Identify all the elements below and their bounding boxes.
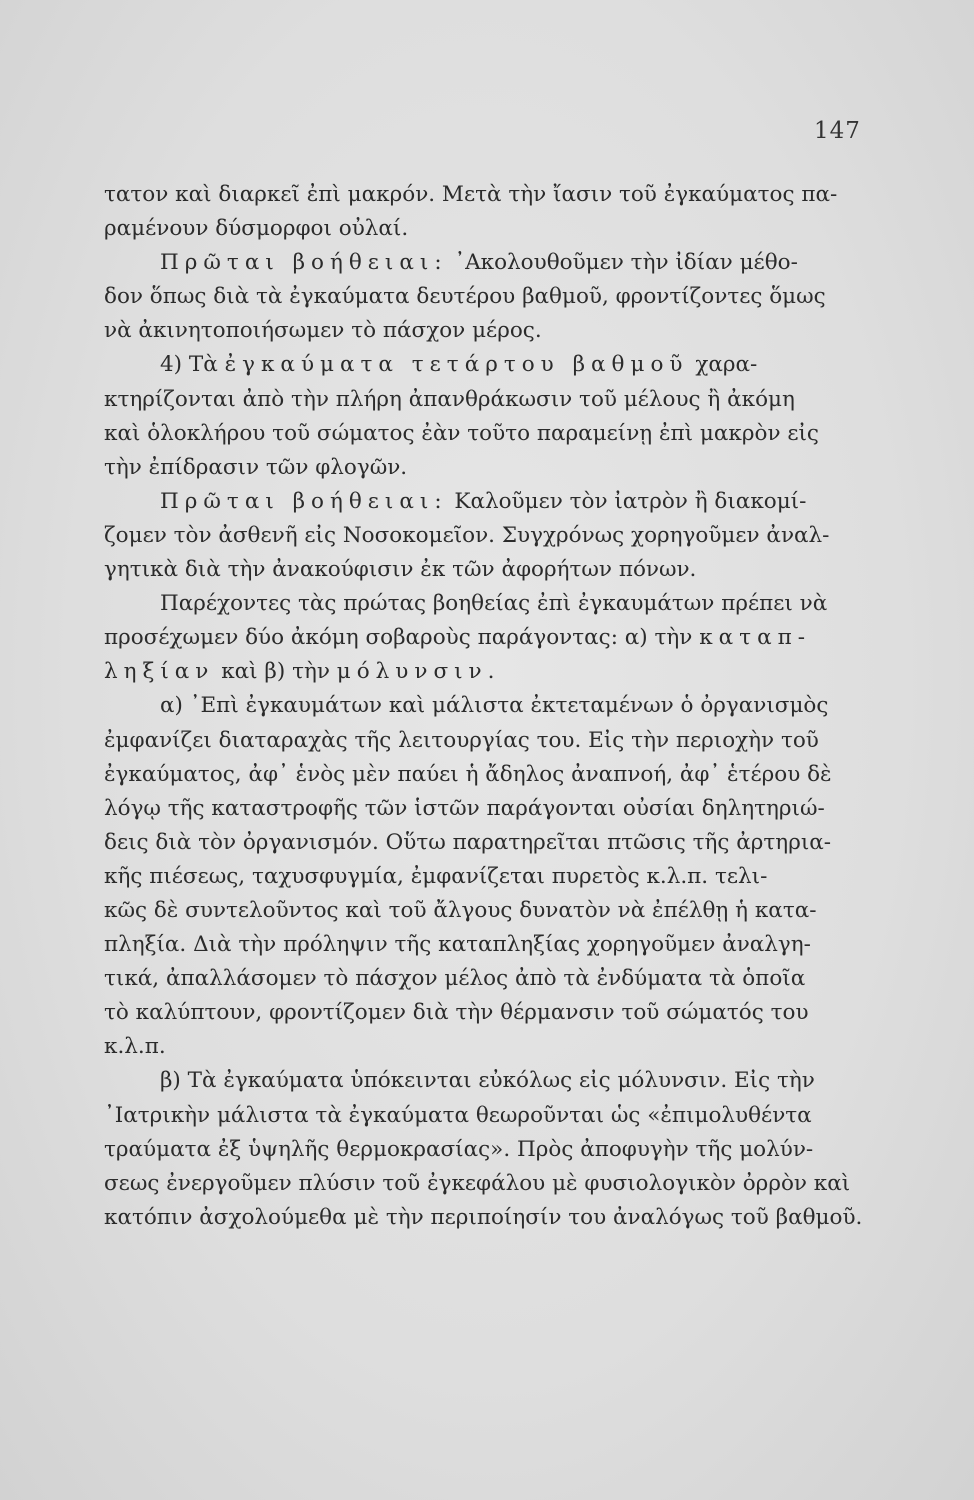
line-text: ᾿Ιατρικὴν μάλιστα τὰ ἐγκαύματα θεωροῦνται ὡς «ἐπιμολυθέντα	[104, 1102, 812, 1128]
spaced-term: καταπ-	[699, 625, 811, 651]
text-line	[104, 1201, 862, 1235]
line-text: κτηρίζονται ἀπὸ τὴν πλήρη ἀπανθράκωσιν τοῦ μέλους ἢ ἀκόμη	[104, 386, 795, 412]
text-line	[104, 996, 862, 1030]
spaced-term: μόλυνσιν.	[336, 659, 501, 685]
line-text: Παρέχοντες τὰς πρώτας βοηθείας ἐπὶ ἐγκαυμάτων πρέπει νὰ	[160, 591, 828, 617]
line-text: γητικὰ διὰ τὴν ἀνακούφισιν ἐκ τῶν ἀφορήτων πόνων.	[104, 557, 697, 583]
text-line	[104, 894, 862, 928]
text-line	[104, 519, 862, 553]
line-text: κατόπιν ἀσχολούμεθα μὲ τὴν περιποίησίν του ἀναλόγως τοῦ βαθμοῦ.	[104, 1204, 863, 1230]
line-text: ἐγκαύματος, ἀφ᾿ ἑνὸς μὲν παύει ἡ ἄδηλος ἀναπνοή, ἀφ᾿ ἑτέρου δὲ	[104, 761, 832, 787]
text-line	[104, 383, 862, 417]
text-line	[104, 348, 862, 382]
line-text: πληξία. Διὰ τὴν πρόληψιν τῆς καταπληξίας χορηγοῦμεν ἀναλγη-	[104, 932, 811, 958]
text-line	[104, 689, 862, 723]
line-text: χαρα-	[688, 352, 758, 378]
text-line	[104, 1030, 862, 1064]
text-line	[104, 212, 862, 246]
text-line	[104, 280, 862, 314]
text-line	[104, 246, 862, 280]
text-line	[104, 826, 862, 860]
line-text: καὶ ὁλοκλήρου τοῦ σώματος ἐὰν τοῦτο παραμείνῃ ἐπὶ μακρὸν εἰς	[104, 420, 819, 446]
line-text: β) Τὰ ἐγκαύματα ὑπόκεινται εὐκόλως εἰς μόλυνσιν. Εἰς τὴν	[160, 1068, 815, 1094]
line-text: ραμένουν δύσμορφοι οὐλαί.	[104, 216, 409, 242]
line-text: σεως ἐνεργοῦμεν πλύσιν τοῦ ἐγκεφάλου μὲ φυσιολογικὸν ὀρρὸν καὶ	[104, 1170, 851, 1196]
text-line	[104, 553, 862, 587]
text-line	[104, 860, 862, 894]
spaced-heading: Πρῶται βοήθειαι:	[160, 488, 448, 514]
line-text: καὶ β) τὴν	[214, 659, 337, 685]
text-line	[104, 485, 862, 519]
text-line	[104, 451, 862, 485]
line-text: ἐμφανίζει διαταραχὰς τῆς λειτουργίας του. Εἰς τὴν περιοχὴν τοῦ	[104, 727, 819, 753]
text-line	[104, 621, 862, 655]
text-line	[104, 417, 862, 451]
text-line	[104, 758, 862, 792]
text-line	[104, 1133, 862, 1167]
text-line	[104, 724, 862, 758]
line-text: τὸ καλύπτουν, φροντίζομεν διὰ τὴν θέρμανσιν τοῦ σώματός του	[104, 1000, 809, 1026]
line-text: τὴν ἐπίδρασιν τῶν φλογῶν.	[104, 454, 408, 480]
text-line	[104, 1099, 862, 1133]
body-text	[104, 178, 862, 1235]
text-line	[104, 587, 862, 621]
line-text: δεις διὰ τὸν ὀργανισμόν. Οὕτω παρατηρεῖται πτῶσις τῆς ἀρτηρια-	[104, 829, 832, 855]
line-text: προσέχωμεν δύο ἀκόμη σοβαροὺς παράγοντας: α) τὴν	[104, 625, 700, 651]
page-number: 147	[814, 118, 861, 144]
line-text: ᾿Ακολουθοῦμεν τὴν ἰδίαν μέθο-	[447, 250, 798, 276]
line-text: τραύματα ἐξ ὑψηλῆς θερμοκρασίας». Πρὸς ἀποφυγὴν τῆς μολύν-	[104, 1136, 814, 1162]
line-text: δον ὅπως διὰ τὰ ἐγκαύματα δευτέρου βαθμοῦ, φροντίζοντες ὅμως	[104, 284, 826, 310]
line-text: α) ᾿Επὶ ἐγκαυμάτων καὶ μάλιστα ἐκτεταμένων ὁ ὀργανισμὸς	[160, 693, 829, 719]
line-text: νὰ ἀκινητοποιήσωμεν τὸ πάσχον μέρος.	[104, 318, 542, 344]
text-line	[104, 314, 862, 348]
line-text: ζομεν τὸν ἀσθενῆ εἰς Νοσοκομεῖον. Συγχρόνως χορηγοῦμεν ἀναλ-	[104, 522, 830, 548]
text-line	[104, 792, 862, 826]
line-text: κῶς δὲ συντελοῦντος καὶ τοῦ ἄλγους δυνατὸν νὰ ἐπέλθῃ ἡ κατα-	[104, 897, 817, 923]
line-text: λόγῳ τῆς καταστροφῆς τῶν ἱστῶν παράγονται οὐσίαι δηλητηριώ-	[104, 795, 825, 821]
line-text: 4) Τὰ	[160, 352, 225, 378]
line-text: τατον καὶ διαρκεῖ ἐπὶ μακρόν. Μετὰ τὴν ἴασιν τοῦ ἐγκαύματος πα-	[104, 182, 838, 207]
text-line	[104, 962, 862, 996]
spaced-term: ληξίαν	[104, 659, 215, 685]
spaced-heading: Πρῶται βοήθειαι:	[160, 250, 448, 276]
spaced-heading: ἐγκαύματα τετάρτου βαθμοῦ	[224, 352, 689, 378]
line-text: κ.λ.π.	[104, 1034, 166, 1060]
text-line	[104, 1064, 862, 1098]
line-text: κῆς πιέσεως, ταχυσφυγμία, ἐμφανίζεται πυρετὸς κ.λ.π. τελι-	[104, 863, 768, 889]
line-text: Καλοῦμεν τὸν ἰατρὸν ἢ διακομί-	[447, 488, 807, 514]
line-text: τικά, ἀπαλλάσομεν τὸ πάσχον μέλος ἀπὸ τὰ ἐνδύματα τὰ ὁποῖα	[104, 966, 806, 992]
text-line	[104, 1167, 862, 1201]
text-line	[104, 178, 862, 212]
text-line	[104, 655, 862, 689]
text-line	[104, 928, 862, 962]
